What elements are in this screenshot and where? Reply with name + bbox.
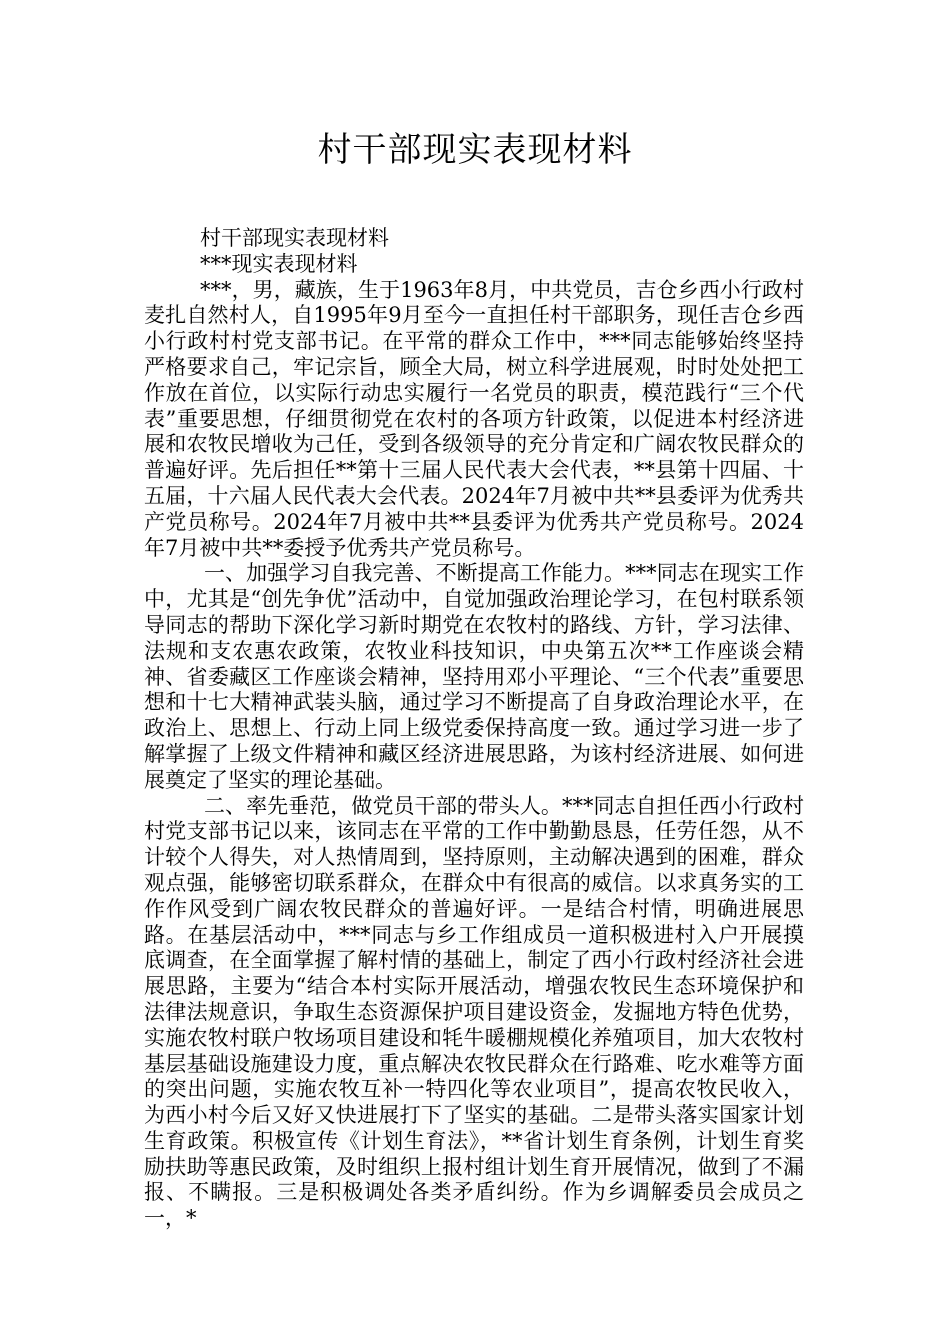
- document-title: 村干部现实表现材料: [317, 130, 633, 170]
- paragraph-heading: ***现实表现材料: [200, 251, 358, 276]
- document-body: [144, 226, 804, 1232]
- paragraph-subtitle: 村干部现实表现材料: [200, 226, 389, 250]
- paragraph-intro: ***，男，藏族，生于1963年8月，中共党员，吉仓乡西小行政村麦扎自然村人，自1995年9月至今一直担任村干部职务，现任吉仓乡西小行政村村党支部书记。在平常的群众工作中，***同志能够始终坚持严格要求自己，牢记宗旨，顾全大局，树立科学进展观，时时处处把工作放在首位，以实际行动忠实履行一名党员的职责，模范践行“三个代表”重要思想，仔细贯彻党在农村的各项方针政策，以促进本村经济进展和农牧民增收为己任，受到各级领导的充分肯定和广阔农牧民群众的普遍好评。先后担任**第十三届人民代表大会代表，**县第十四届、十五届，十六届人民代表大会代表。2024年7月被中共**县委评为优秀共产党员称号。2024年7月被中共**县委评为优秀共产党员称号。2024年7月被中共**委授予优秀共产党员称号。: [144, 277, 804, 560]
- paragraph-section-two: 二、率先垂范，做党员干部的带头人。***同志自担任西小行政村村党支部书记以来，该同志在平常的工作中勤勤恳恳，任劳任怨，从不计较个人得失，对人热情周到，坚持原则，主动解决遇到的困难，群众观点强，能够密切联系群众，在群众中有很高的威信。以求真务实的工作作风受到广阔农牧民群众的普遍好评。一是结合村情，明确进展思路。在基层活动中，***同志与乡工作组成员一道积极进村入户开展摸底调查，在全面掌握了解村情的基础上，制定了西小行政村经济社会进展思路，主要为“结合本村实际开展活动，增强农牧民生态环境保护和法律法规意识，争取生态资源保护项目建设资金，发掘地方特色优势，实施农牧村联户牧场项目建设和牦牛暖棚规模化养殖项目，加大农牧村基层基础设施建设力度，重点解决农牧民群众在行路难、吃水难等方面的突出问题，实施农牧互补一特四化等农业项目”，提高农牧民收入，为西小村今后又好又快进展打下了坚实的基础。二是带头落实国家计划生育政策。积极宣传《计划生育法》，**省计划生育条例，计划生育奖励扶助等惠民政策，及时组织上报村组计划生育开展情况，做到了不漏报、不瞒报。三是积极调处各类矛盾纠纷。作为乡调解委员会成员之一，*: [144, 793, 804, 1231]
- paragraph-section-one: 一、加强学习自我完善、不断提高工作能力。***同志在现实工作中，尤其是“创先争优”活动中，自觉加强政治理论学习，在包村联系领导同志的帮助下深化学习新时期党在农牧村的路线、方针，学习法律、法规和支农惠农政策，农牧业科技知识，中央第五次**工作座谈会精神、省委藏区工作座谈会精神，坚持用邓小平理论、“三个代表”重要思想和十七大精神武装头脑，通过学习不断提高了自身政治理论水平，在政治上、思想上、行动上同上级党委保持高度一致。通过学习进一步了解掌握了上级文件精神和藏区经济进展思路，为该村经济进展、如何进展奠定了坚实的理论基础。: [144, 561, 804, 792]
